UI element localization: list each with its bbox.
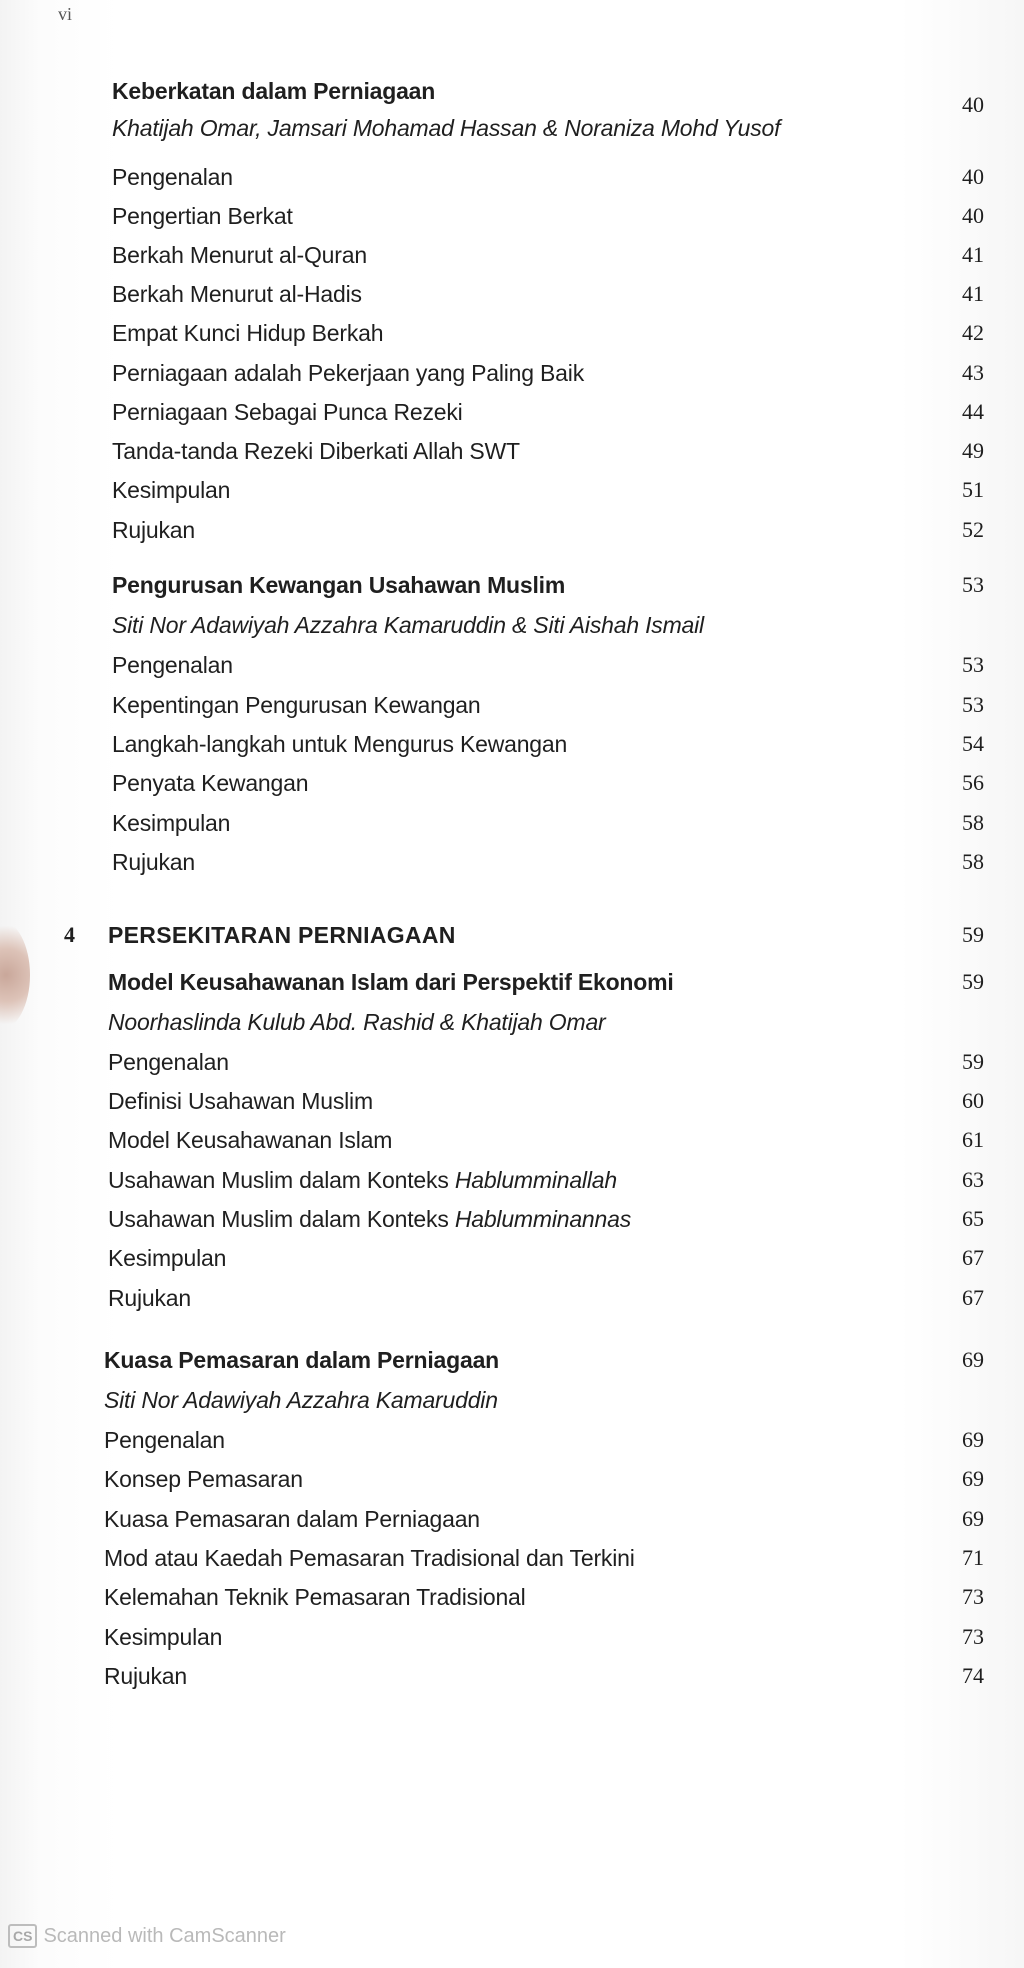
- toc-entry: [0, 731, 1024, 765]
- toc-entry-title: Perniagaan Sebagai Punca Rezeki: [112, 399, 463, 425]
- toc-entry-page-number: 65: [962, 1206, 984, 1231]
- toc-entry-title: Model Keusahawanan Islam: [108, 1127, 393, 1153]
- toc-entry: [0, 1088, 1024, 1122]
- toc-entry: [0, 810, 1024, 844]
- toc-entry-title: Langkah-langkah untuk Mengurus Kewangan: [112, 731, 568, 757]
- section-title: [0, 1347, 1024, 1381]
- toc-entry-page-number: 73: [962, 1584, 984, 1609]
- camscanner-logo-icon: CS: [8, 1924, 37, 1948]
- toc-entry-page-number: 74: [962, 1663, 984, 1688]
- page-number: vi: [58, 4, 73, 24]
- toc-entry: [0, 770, 1024, 804]
- toc-entry-page-number: 67: [962, 1245, 984, 1270]
- toc-entry-page-number: 63: [962, 1167, 984, 1192]
- toc-entry-page-number: 69: [962, 1427, 984, 1452]
- toc-entry: [0, 399, 1024, 433]
- toc-entry: [0, 242, 1024, 276]
- toc-entry: [0, 477, 1024, 511]
- toc-entry-title: Perniagaan adalah Pekerjaan yang Paling Baik: [112, 360, 584, 386]
- watermark-text: Scanned with CamScanner: [43, 1924, 286, 1947]
- section-title: [0, 572, 1024, 606]
- toc-entry-title: Pengenalan: [108, 1049, 229, 1075]
- toc-entry: [0, 1545, 1024, 1579]
- toc-entry: [0, 1206, 1024, 1240]
- toc-entry-title: Definisi Usahawan Muslim: [108, 1088, 373, 1114]
- toc-entry-title: Pengenalan: [112, 652, 233, 678]
- toc-entry-page-number: 54: [962, 731, 984, 756]
- toc-entry-page-number: 67: [962, 1285, 984, 1310]
- toc-entry: [0, 1049, 1024, 1083]
- chapter-number: 4: [64, 922, 75, 947]
- chapter-heading-page-number: 59: [962, 922, 984, 947]
- toc-entry-title: Kuasa Pemasaran dalam Perniagaan: [104, 1506, 480, 1532]
- toc-entry: [0, 1167, 1024, 1201]
- toc-entry-title: Rujukan: [112, 849, 195, 875]
- toc-entry: [0, 517, 1024, 551]
- toc-entry-title: Berkah Menurut al-Quran: [112, 242, 367, 268]
- toc-entry: [0, 652, 1024, 686]
- section-title-title: Kuasa Pemasaran dalam Perniagaan: [104, 1347, 500, 1373]
- toc-entry-title: Usahawan Muslim dalam Konteks Hablumminannas: [108, 1206, 632, 1232]
- section-authors-title: Khatijah Omar, Jamsari Mohamad Hassan & Noraniza Mohd Yusof: [112, 115, 781, 141]
- section-title-title: Model Keusahawanan Islam dari Perspektif Ekonomi: [108, 969, 674, 995]
- chapter-heading-title: PERSEKITARAN PERNIAGAAN: [108, 922, 456, 948]
- toc-entry-title: Pengertian Berkat: [112, 203, 293, 229]
- toc-entry-page-number: 51: [962, 477, 984, 502]
- toc-entry: [0, 1466, 1024, 1500]
- toc-entry: [0, 164, 1024, 198]
- toc-entry-title: Kelemahan Teknik Pemasaran Tradisional: [104, 1584, 526, 1610]
- camscanner-watermark: [8, 1924, 286, 1948]
- toc-entry-italic-term: Hablumminannas: [454, 1206, 632, 1232]
- section-authors-title: Siti Nor Adawiyah Azzahra Kamaruddin & Siti Aishah Ismail: [112, 612, 704, 638]
- toc-entry-page-number: 43: [962, 360, 984, 385]
- toc-entry-title: Konsep Pemasaran: [104, 1466, 303, 1492]
- toc-entry-page-number: 69: [962, 1466, 984, 1491]
- toc-entry: [0, 281, 1024, 315]
- section-authors-title: Siti Nor Adawiyah Azzahra Kamaruddin: [104, 1387, 498, 1413]
- toc-entry-italic-term: Hablumminallah: [454, 1167, 617, 1193]
- toc-entry-page-number: 56: [962, 770, 984, 795]
- toc-entry-page-number: 58: [962, 810, 984, 835]
- toc-entry-page-number: 53: [962, 652, 984, 677]
- toc-entry: [0, 692, 1024, 726]
- toc-entry-page-number: 61: [962, 1127, 984, 1152]
- toc-entry-page-number: 60: [962, 1088, 984, 1113]
- toc-entry: [0, 320, 1024, 354]
- section-title-page-number: 69: [962, 1347, 984, 1372]
- toc-entry-page-number: 69: [962, 1506, 984, 1531]
- toc-entry-page-number: 44: [962, 399, 984, 424]
- toc-entry-page-number: 73: [962, 1624, 984, 1649]
- toc-entry-page-number: 41: [962, 242, 984, 267]
- toc-entry: [0, 1506, 1024, 1540]
- toc-entry: [0, 849, 1024, 883]
- toc-entry-page-number: 40: [962, 164, 984, 189]
- toc-entry: [0, 1624, 1024, 1658]
- section-authors: [0, 1009, 1024, 1043]
- section-title-title: Pengurusan Kewangan Usahawan Muslim: [112, 572, 566, 598]
- toc-entry: [0, 360, 1024, 394]
- toc-entry-page-number: 58: [962, 849, 984, 874]
- toc-entry-title: Tanda-tanda Rezeki Diberkati Allah SWT: [112, 438, 520, 464]
- section-authors: [0, 612, 1024, 646]
- toc-entry-title: Penyata Kewangan: [112, 770, 309, 796]
- toc-entry-title: Kesimpulan: [108, 1245, 227, 1271]
- toc-entry-title: Rujukan: [112, 517, 195, 543]
- toc-entry-page-number: 71: [962, 1545, 984, 1570]
- section-title-title: Keberkatan dalam Perniagaan: [112, 78, 436, 104]
- section-title-page-number: 53: [962, 572, 984, 597]
- toc-entry: [0, 438, 1024, 472]
- section-title: [0, 78, 1024, 117]
- toc-entry: [0, 203, 1024, 237]
- toc-entry: [0, 1663, 1024, 1697]
- toc-entry-title: Kepentingan Pengurusan Kewangan: [112, 692, 481, 718]
- toc-entry-title: Kesimpulan: [104, 1624, 223, 1650]
- section-authors: [0, 115, 1024, 149]
- toc-entry-page-number: 53: [962, 692, 984, 717]
- section-title-page-number: 40: [962, 92, 984, 117]
- section-authors-title: Noorhaslinda Kulub Abd. Rashid & Khatijah Omar: [108, 1009, 606, 1035]
- section-title: [0, 969, 1024, 1003]
- toc-entry-title: Mod atau Kaedah Pemasaran Tradisional dan Terkini: [104, 1545, 635, 1571]
- toc-entry-title: Kesimpulan: [112, 477, 231, 503]
- toc-entry-title: Usahawan Muslim dalam Konteks Hablumminallah: [108, 1167, 617, 1193]
- toc-entry-title: Pengenalan: [104, 1427, 225, 1453]
- toc-entry-page-number: 42: [962, 320, 984, 345]
- toc-entry-title: Rujukan: [104, 1663, 187, 1689]
- toc-entry-title: Kesimpulan: [112, 810, 231, 836]
- toc-entry-title: Rujukan: [108, 1285, 191, 1311]
- toc-entry: [0, 1245, 1024, 1279]
- toc-entry: [0, 1127, 1024, 1161]
- section-authors: [0, 1387, 1024, 1421]
- section-title-page-number: 59: [962, 969, 984, 994]
- toc-entry: [0, 1285, 1024, 1319]
- toc-entry-title: Berkah Menurut al-Hadis: [112, 281, 362, 307]
- toc-entry-page-number: 59: [962, 1049, 984, 1074]
- toc-entry: [0, 1427, 1024, 1461]
- toc-entry-title: Pengenalan: [112, 164, 233, 190]
- toc-entry: [0, 1584, 1024, 1618]
- toc-entry-page-number: 41: [962, 281, 984, 306]
- toc-entry-page-number: 40: [962, 203, 984, 228]
- toc-entry-page-number: 49: [962, 438, 984, 463]
- chapter-heading: [0, 922, 1024, 956]
- toc-entry-page-number: 52: [962, 517, 984, 542]
- toc-entry-title: Empat Kunci Hidup Berkah: [112, 320, 384, 346]
